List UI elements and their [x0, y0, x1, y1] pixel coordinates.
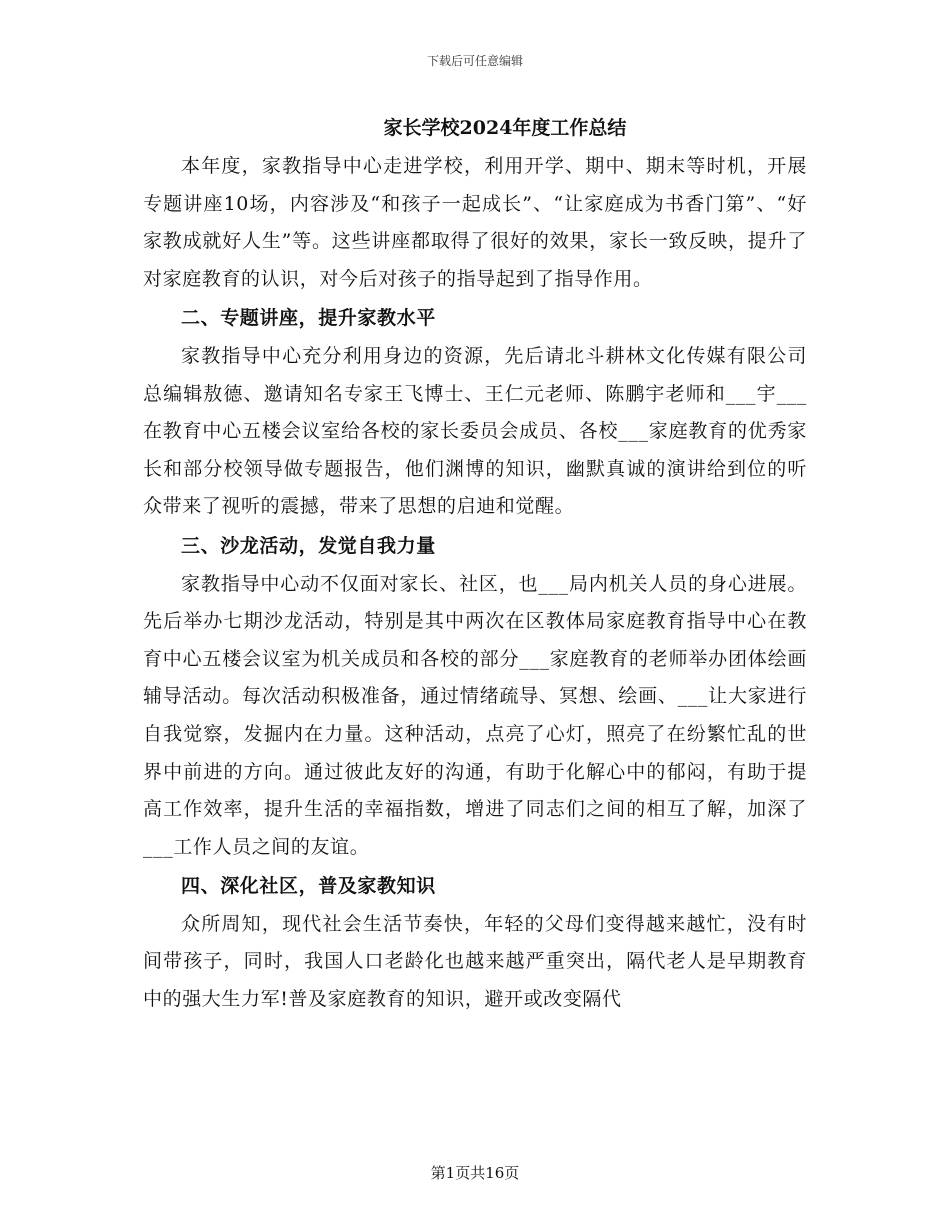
- document-title: 家长学校2024年度工作总结: [383, 117, 627, 139]
- section-heading-community: 四、深化社区，普及家教知识: [181, 875, 436, 898]
- page-number-footer: 第1页共16页: [430, 1164, 520, 1182]
- page-header-note: 下载后可任意编辑: [426, 54, 523, 68]
- document-body: [143, 108, 807, 1019]
- intro-paragraph: 本年度，家教指导中心走进学校，利用开学、期中、期末等时机，开展专题讲座10场，内容涉及“和孩子一起成长”、“让家庭成为书香门第”、“好家教成就好人生”等。这些讲座都取得了很好的效果，家长一致反映，提升了对家庭教育的认识，对今后对孩子的指导起到了指导作用。: [143, 155, 807, 290]
- section-body-community: 众所周知，现代社会生活节奏快，年轻的父母们变得越来越忙，没有时间带孩子，同时，我国人口老龄化也越来越严重突出，隔代老人是早期教育中的强大生力军!普及家庭教育的知识，避开或改变隔代: [143, 912, 807, 1011]
- section-body-salon: 家教指导中心动不仅面对家长、社区，也___局内机关人员的身心进展。先后举办七期沙龙活动，特别是其中两次在区教体局家庭教育指导中心在教育中心五楼会议室为机关成员和各校的部分___家庭教育的老师举办团体绘画辅导活动。每次活动积极准备，通过情绪疏导、冥想、绘画、___让大家进行自我觉察，发掘内在力量。这种活动，点亮了心灯，照亮了在纷繁忙乱的世界中前进的方向。通过彼此友好的沟通，有助于化解心中的郁闷，有助于提高工作效率，提升生活的幸福指数，增进了同志们之间的相互了解，加深了___工作人员之间的友谊。: [143, 572, 807, 858]
- section-heading-salon: 三、沙龙活动，发觉自我力量: [181, 534, 436, 557]
- section-body-lectures: 家教指导中心充分利用身边的资源，先后请北斗耕林文化传媒有限公司总编辑敖德、邀请知名专家王飞博士、王仁元老师、陈鹏宇老师和___宇___在教育中心五楼会议室给各校的家长委员会成员、各校___家庭教育的优秀家长和部分校领导做专题报告，他们渊博的知识，幽默真诚的演讲给到位的听众带来了视听的震撼，带来了思想的启迪和觉醒。: [143, 344, 807, 518]
- section-heading-lectures: 二、专题讲座，提升家教水平: [181, 307, 436, 330]
